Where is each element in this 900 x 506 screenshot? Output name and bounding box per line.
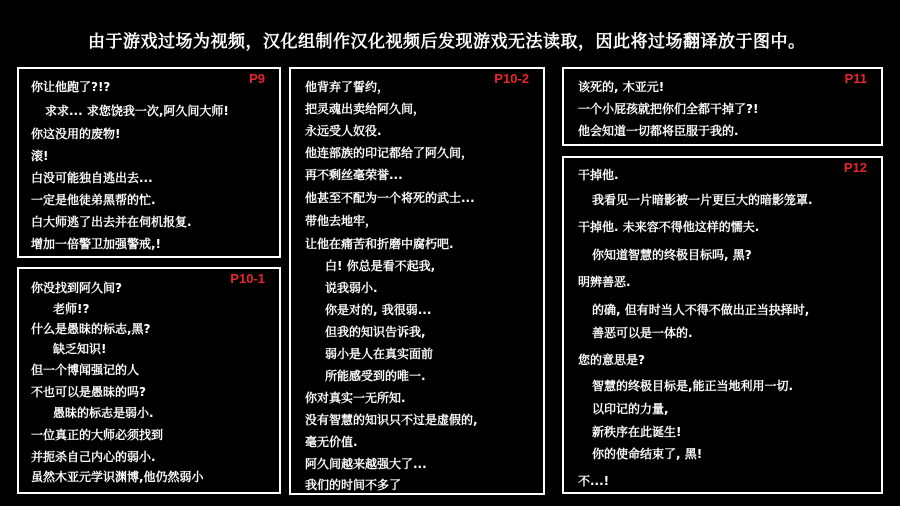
subtitle-line: 他连部族的印记都给了阿久间， [305,146,474,160]
subtitle-line: 你知道智慧的终极目标吗, 黑? [592,248,752,262]
subtitle-line: 没有智慧的知识只不过是虚假的, [305,413,478,427]
subtitle-line: 但一个博闻强记的人 [31,363,140,377]
subtitle-line: 干掉他. [578,168,619,182]
header-note: 由于游戏过场为视频，汉化组制作汉化视频后发现游戏无法读取，因此将过场翻译放于图中。 [88,32,806,52]
subtitle-line: 白! 你总是看不起我, [325,259,436,273]
subtitle-line: 增加一倍警卫加强警戒,! [31,237,162,251]
subtitle-line: 虽然木亚元学识渊博,他仍然弱小 [31,470,204,484]
subtitle-line: 你对真实一无所知. [305,391,406,405]
subtitle-line: 该死的, 木亚元! [578,80,665,94]
subtitle-line: 你这没用的废物! [31,127,121,141]
panel-tag: P12 [843,160,867,175]
panel-p12 [562,156,883,494]
panel-tag: P10-2 [494,71,529,86]
panel-tag: P11 [844,71,867,86]
subtitle-line: 再不剩丝毫荣誉... [305,168,403,182]
subtitle-line: 他甚至不配为一个将死的武士... [305,191,475,205]
subtitle-line: 你的使命结束了, 黑! [592,447,703,461]
subtitle-line: 善恶可以是一体的. [592,326,693,340]
panel-p10-2 [289,67,545,495]
subtitle-line: 智慧的终极目标是,能正当地利用一切. [592,379,794,393]
subtitle-line: 把灵魂出卖给阿久间， [305,102,426,116]
subtitle-line: 白大师逃了出去并在伺机报复. [31,215,192,229]
subtitle-line: 你没找到阿久间? [31,281,122,295]
subtitle-line: 不也可以是愚昧的吗? [31,385,146,399]
subtitle-line: 求求... 求您饶我一次,阿久间大师! [45,104,229,118]
panel-p10-1 [17,267,281,494]
subtitle-line: 我看见一片暗影被一片更巨大的暗影笼罩. [592,193,813,207]
subtitle-line: 的确, 但有时当人不得不做出正当抉择时, [592,303,810,317]
subtitle-line: 缺乏知识! [53,342,107,356]
panel-p11 [562,67,883,146]
subtitle-line: 新秩序在此诞生! [592,425,682,439]
subtitle-line: 什么是愚昧的标志,黑? [31,322,151,336]
subtitle-line: 你让他跑了?!? [31,80,111,94]
subtitle-line: 永远受人奴役. [305,124,382,138]
subtitle-line: 他会知道一切都将臣服于我的. [578,124,739,138]
panel-tag: P9 [249,71,265,86]
subtitle-line: 但我的知识告诉我, [325,325,426,339]
subtitle-line: 白没可能独自逃出去... [31,171,153,185]
subtitle-line: 你是对的, 我很弱... [325,303,432,317]
subtitle-line: 干掉他. 未来容不得他这样的懦夫. [578,220,760,234]
subtitle-line: 说我弱小. [325,281,378,295]
subtitle-line: 带他去地牢， [305,214,378,228]
subtitle-line: 您的意思是? [578,353,645,367]
subtitle-line: 我们的时间不多了 [305,478,402,492]
subtitle-line: 一定是他徒弟黑帮的忙. [31,193,156,207]
subtitle-line: 毫无价值. [305,435,358,449]
subtitle-line: 阿久间越来越强大了... [305,457,427,471]
subtitle-line: 所能感受到的唯一. [325,369,426,383]
subtitle-line: 一个小屁孩就把你们全都干掉了?! [578,102,759,116]
subtitle-line: 老师!? [53,302,90,316]
subtitle-line: 滚! [31,149,49,163]
subtitle-line: 不...! [578,474,610,488]
panel-tag: P10-1 [230,271,265,286]
subtitle-line: 一位真正的大师必须找到 [31,428,164,442]
subtitle-line: 愚昧的标志是弱小. [53,406,154,420]
subtitle-line: 他背弃了誓约， [305,80,390,94]
subtitle-line: 让他在痛苦和折磨中腐朽吧. [305,237,454,251]
subtitle-line: 以印记的力量, [592,402,669,416]
subtitle-line: 并扼杀自己内心的弱小. [31,450,156,464]
subtitle-line: 弱小是人在真实面前 [325,347,434,361]
subtitle-line: 明辨善恶. [578,275,631,289]
panel-p9 [17,67,281,258]
